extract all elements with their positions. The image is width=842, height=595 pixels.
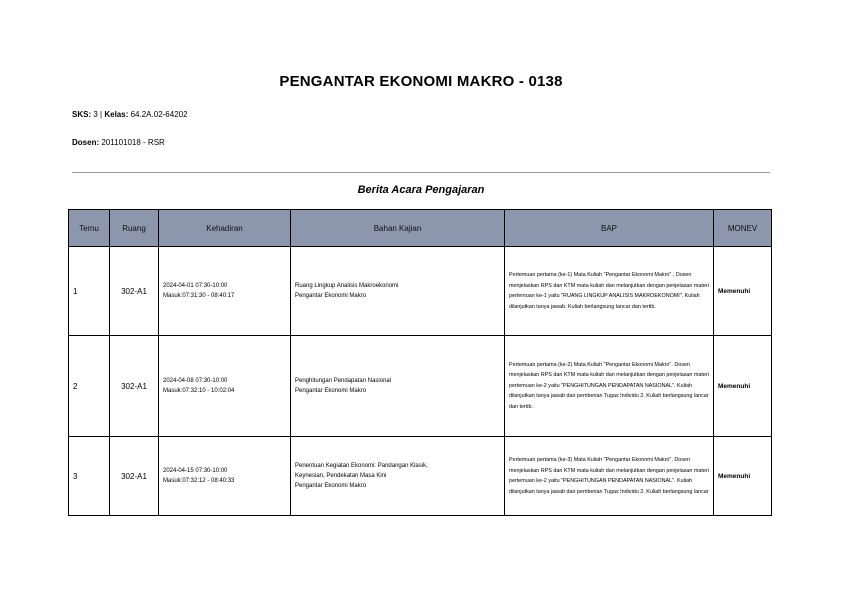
sks-value: 3 (93, 110, 98, 119)
bahan-line: Penghitungan Pendapatan Nasional (295, 378, 392, 384)
table-row (69, 247, 772, 336)
monev-cell: Memenuhi (714, 336, 772, 437)
bahan-kajian-cell (291, 336, 505, 437)
sks-kelas-line (72, 110, 188, 119)
divider (72, 172, 770, 173)
ruang-cell: 302-A1 (110, 247, 159, 336)
monev-cell: Memenuhi (714, 437, 772, 516)
bap-cell: Pertemuan pertama (ke-1) Mata Kuliah "Pengantar Ekonomi Makro" , Dosen menjelaskan RPS dan KTM mata kuliah dan melanjutkan dengan penjelasan materi pertemuan ke-1 yaitu "RUANG LINGKUP ANALISIS MAKROEKONOMI". Kuliah dilanjutkan tanya jawab. Kuliah berlangsung lancar dan tertib. (505, 247, 714, 336)
table-row (69, 437, 772, 516)
masuk-text: Masuk:07:31:30 - 08:40:17 (163, 293, 235, 299)
sks-label: SKS: (72, 110, 92, 119)
kehadiran-cell (159, 336, 291, 437)
bahan-line: Ruang Lingkup Analisis Makroekonomi (295, 283, 399, 289)
temu-cell: 3 (69, 437, 110, 516)
column-header-ruang: Ruang (110, 210, 159, 247)
bap-cell: Pertemuan pertama (ke-3) Mata Kuliah "Pengantar Ekonomi Makro". Dosen menjelaskan RPS dan KTM mata kuliah dan melanjutkan dengan penjelasan materi pertemuan ke-2 yaitu "PENGHITUNGAN PENDAPATAN NASIONAL". Kuliah dilanjutkan tanya jawab dan pemberian Tugas Individu 2. Kuliah berlangsung lancar (505, 437, 714, 516)
dosen-line (72, 138, 165, 147)
column-header-kehadiran: Kehadiran (159, 210, 291, 247)
jadwal-text: 2024-04-15 07:30-10:00 (163, 468, 228, 474)
temu-cell: 1 (69, 247, 110, 336)
masuk-text: Masuk:07:32:12 - 08:40:33 (163, 478, 235, 484)
monev-cell: Memenuhi (714, 247, 772, 336)
jadwal-text: 2024-04-01 07:30-10:00 (163, 283, 228, 289)
column-header-bahan-kajian: Bahan Kajian (291, 210, 505, 247)
dosen-value: 201101018 - RSR (101, 138, 165, 147)
berita-acara-table (68, 209, 772, 516)
masuk-text: Masuk:07:32:10 - 10:02:04 (163, 388, 235, 394)
kehadiran-cell (159, 247, 291, 336)
column-header-monev: MONEV (714, 210, 772, 247)
column-header-temu: Temu (69, 210, 110, 247)
bahan-line: Keynesian, Pendekatan Masa Kini (295, 473, 387, 479)
separator: | (100, 110, 103, 119)
ruang-cell: 302-A1 (110, 437, 159, 516)
bahan-line: Pengantar Ekonomi Makro (295, 388, 367, 394)
kehadiran-cell (159, 437, 291, 516)
bap-cell: Pertemuan pertama (ke-2) Mata Kuliah "Pengantar Ekonomi Makro". Dosen menjelaskan RPS dan KTM mata kuliah dan melanjutkan dengan penjelasan materi pertemuan ke-2 yaitu "PENGHITUNGAN PENDAPATAN NASIONAL". Kuliah dilanjutkan tanya jawab dan pemberian Tugas Individu 2. Kuliah berlangsung lancar dan tertib. (505, 336, 714, 437)
table-header-row (69, 210, 772, 247)
temu-cell: 2 (69, 336, 110, 437)
document-title: PENGANTAR EKONOMI MAKRO - 0138 (279, 73, 563, 90)
kelas-value: 64.2A.02-64202 (130, 110, 188, 119)
dosen-label: Dosen: (72, 138, 100, 147)
column-header-bap: BAP (505, 210, 714, 247)
kelas-label: Kelas: (104, 110, 129, 119)
ruang-cell: 302-A1 (110, 336, 159, 437)
section-title: Berita Acara Pengajaran (357, 184, 485, 196)
jadwal-text: 2024-04-08 07:30-10:00 (163, 378, 228, 384)
bahan-line: Penentuan Kegiatan Ekonomi: Pandangan Klasik, (295, 463, 428, 469)
bahan-kajian-cell (291, 437, 505, 516)
table-row (69, 336, 772, 437)
bahan-line: Pengantar Ekonomi Makro (295, 293, 367, 299)
bahan-kajian-cell (291, 247, 505, 336)
bahan-line: Pengantar Ekonomi Makro (295, 483, 367, 489)
